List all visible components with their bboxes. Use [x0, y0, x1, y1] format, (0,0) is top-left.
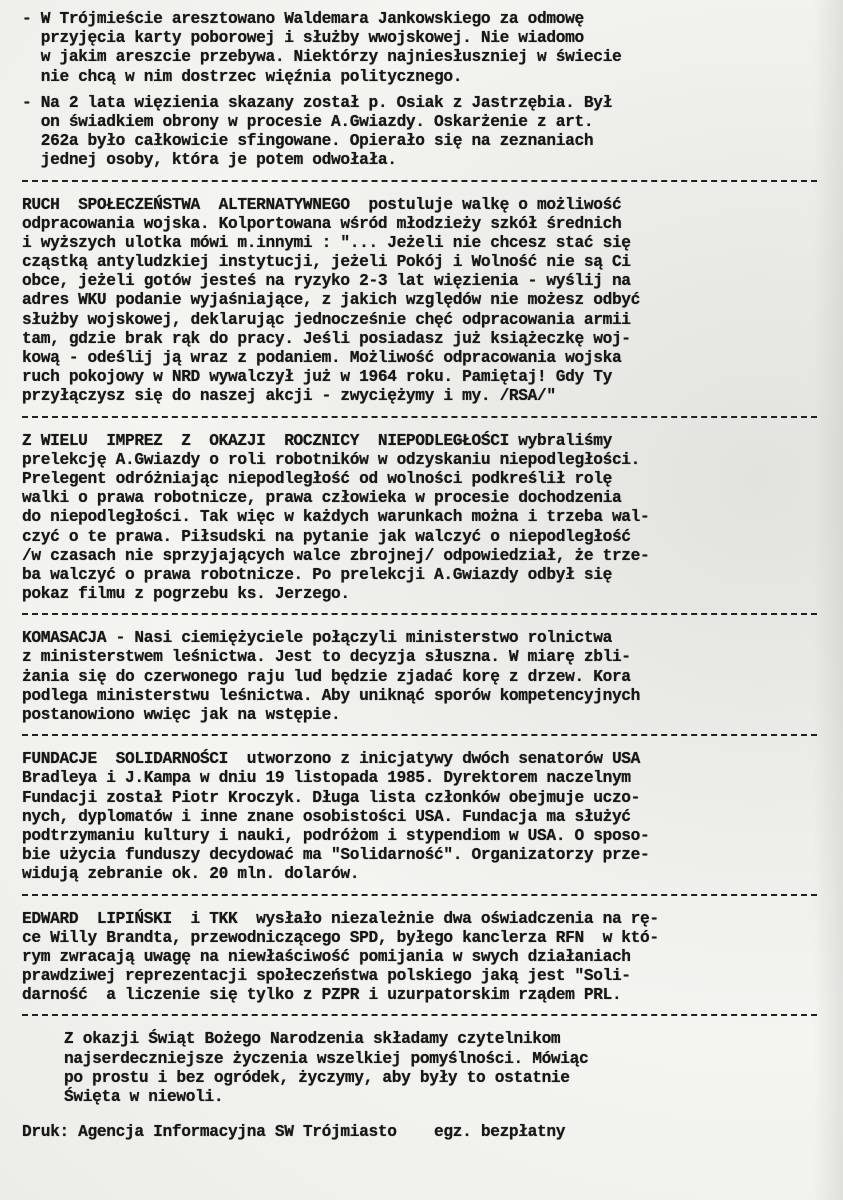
- text-line: postanowiono wwięc jak na wstępie.: [22, 706, 341, 724]
- bullet-item-osiak: [22, 94, 822, 171]
- text-line: Z okazji Świąt Bożego Narodzenia składamy czytelnikom: [64, 1030, 561, 1049]
- text-line: kową - odeślij ją wraz z podaniem. Możliwość odpracowania wojska: [22, 349, 622, 367]
- section-independence: [22, 432, 822, 605]
- text-line: 262a było całkowicie sfingowane. Opierało się na zeznaniach: [22, 132, 594, 151]
- text-line: ruch pokojowy w NRD wywalczył już w 1964 roku. Pamiętaj! Gdy Ty: [22, 368, 612, 387]
- section-rsa: [22, 196, 822, 407]
- section-fundacje: [22, 750, 822, 884]
- text-line: ba walczyć o prawa robotnicze. Po prelekcji A.Gwiazdy odbył się: [22, 565, 612, 584]
- text-line: i wyższych ulotka mówi m.innymi : "... Jeżeli nie chcesz stać się: [22, 233, 631, 252]
- text-line: pokaz filmu z pogrzebu ks. Jerzego.: [22, 585, 350, 604]
- news-bullets: [22, 10, 822, 171]
- text-line: nie chcą w nim dostrzec więźnia politycznego.: [22, 67, 463, 86]
- text-line: cząstką antyludzkiej instytucji, jeżeli Pokój i Wolność nie są Ci: [22, 253, 631, 272]
- section-lipinski: [22, 910, 822, 1006]
- section-komasacja: [22, 629, 822, 725]
- text-line: - W Trójmieście aresztowano Waldemara Jankowskiego za odmowę: [22, 10, 584, 28]
- text-line: /w czasach nie sprzyjających walce zbrojnej/ odpowiedział, że trze-: [22, 546, 650, 565]
- newsletter-body: [22, 10, 822, 1142]
- dashed-divider: [22, 894, 817, 896]
- text-line: po prostu i bez ogródek, życzymy, aby były to ostatnie: [64, 1068, 570, 1087]
- christmas-greeting: [22, 1030, 822, 1107]
- text-line: jednej osoby, która je potem odwołała.: [22, 151, 397, 170]
- text-line: on świadkiem obrony w procesie A.Gwiazdy. Oskarżenie z art.: [22, 112, 594, 131]
- text-line: Prelegent odróżniając niepodległość od wolności podkreślił rolę: [22, 469, 612, 488]
- text-line: RUCH SPOŁECZEŃSTWA ALTERNATYWNEGO postuluje walkę o możliwość: [22, 195, 622, 214]
- print-footer: [22, 1123, 822, 1142]
- text-line: rym zwracają uwagę na niewłaściwość pomijania w swych działaniach: [22, 947, 631, 966]
- text-line: walki o prawa robotnicze, prawa człowieka w procesie dochodzenia: [22, 489, 622, 508]
- text-line: bie użycia funduszy decydować ma "Solidarność". Organizatorzy prze-: [22, 846, 650, 865]
- text-line: Z WIELU IMPREZ Z OKAZJI ROCZNICY NIEPODLEGŁOŚCI wybraliśmy: [22, 431, 612, 450]
- text-line: tam, gdzie brak rąk do pracy. Jeśli posiadasz już książeczkę woj-: [22, 329, 631, 348]
- text-line: KOMASACJA - Nasi ciemiężyciele połączyli ministerstwo rolnictwa: [22, 629, 612, 648]
- dashed-divider: [22, 734, 817, 736]
- text-line: w jakim areszcie przebywa. Niektórzy najniesłuszniej w świecie: [22, 48, 622, 67]
- text-line: prawdziwej reprezentacji społeczeństwa polskiego jaką jest "Soli-: [22, 967, 631, 986]
- bullet-item-jankowski: [22, 10, 822, 87]
- dashed-divider: [22, 180, 817, 182]
- text-line: nych, dyplomatów i inne znane osobistości USA. Fundacja ma służyć: [22, 807, 631, 826]
- text-line: żania się do czerwonego raju lud będzie zjadać korę z drzew. Kora: [22, 667, 631, 686]
- text-line: najserdeczniejsze życzenia wszelkiej pomyślności. Mówiąc: [64, 1049, 589, 1068]
- text-line: Fundacji został Piotr Kroczyk. Długa lista członków obejmuje uczo-: [22, 788, 641, 807]
- text-line: przyjęcia karty poborowej i służby wwojskowej. Nie wiadomo: [22, 29, 584, 48]
- text-line: odpracowania wojska. Kolportowana wśród młodzieży szkół średnich: [22, 214, 622, 233]
- dashed-divider: [22, 1014, 817, 1016]
- text-line: ce Willy Brandta, przewodniczącego SPD, byłego kanclerza RFN w któ-: [22, 928, 659, 947]
- text-line: widują zebranie ok. 20 mln. dolarów.: [22, 865, 360, 884]
- dashed-divider: [22, 613, 817, 615]
- text-line: czyć o te prawa. Piłsudski na pytanie jak walczyć o niepodległość: [22, 527, 631, 546]
- text-line: FUNDACJE SOLIDARNOŚCI utworzono z inicjatywy dwóch senatorów USA: [22, 750, 641, 769]
- text-line: z ministerstwem leśnictwa. Jest to decyzja słuszna. W miarę zbli-: [22, 648, 631, 667]
- text-line: EDWARD LIPIŃSKI i TKK wysłało niezależnie dwa oświadczenia na rę-: [22, 909, 659, 928]
- text-line: do niepodległości. Tak więc w każdych warunkach można i trzeba wal-: [22, 508, 650, 527]
- text-line: darność a liczenie się tylko z PZPR i uzurpatorskim rządem PRL.: [22, 986, 622, 1005]
- text-line: - Na 2 lata więzienia skazany został p. Osiak z Jastrzębia. Był: [22, 93, 612, 112]
- text-line: podtrzymaniu kultury i nauki, podróżom i stypendiom w USA. O sposo-: [22, 826, 650, 845]
- footer-line: Druk: Agencja Informacyjna SW Trójmiasto egz. bezpłatny: [22, 1123, 566, 1142]
- text-line: służby wojskowej, deklarując jednocześnie chęć odpracowania armii: [22, 310, 631, 329]
- text-line: Święta w niewoli.: [64, 1088, 224, 1106]
- text-line: adres WKU podanie wyjaśniające, z jakich względów nie możesz odbyć: [22, 291, 641, 310]
- text-line: Bradleya i J.Kampa w dniu 19 listopada 1985. Dyrektorem naczelnym: [22, 769, 631, 788]
- text-line: prelekcję A.Gwiazdy o roli robotników w odzyskaniu niepodległości.: [22, 450, 641, 469]
- dashed-divider: [22, 416, 817, 418]
- text-line: podlega ministerstwu leśnictwa. Aby uniknąć sporów kompetencyjnych: [22, 686, 641, 705]
- text-line: obce, jeżeli gotów jesteś na ryzyko 2-3 lat więzienia - wyślij na: [22, 272, 631, 291]
- text-line: przyłączysz się do naszej akcji - zwyciężymy i my. /RSA/": [22, 387, 556, 406]
